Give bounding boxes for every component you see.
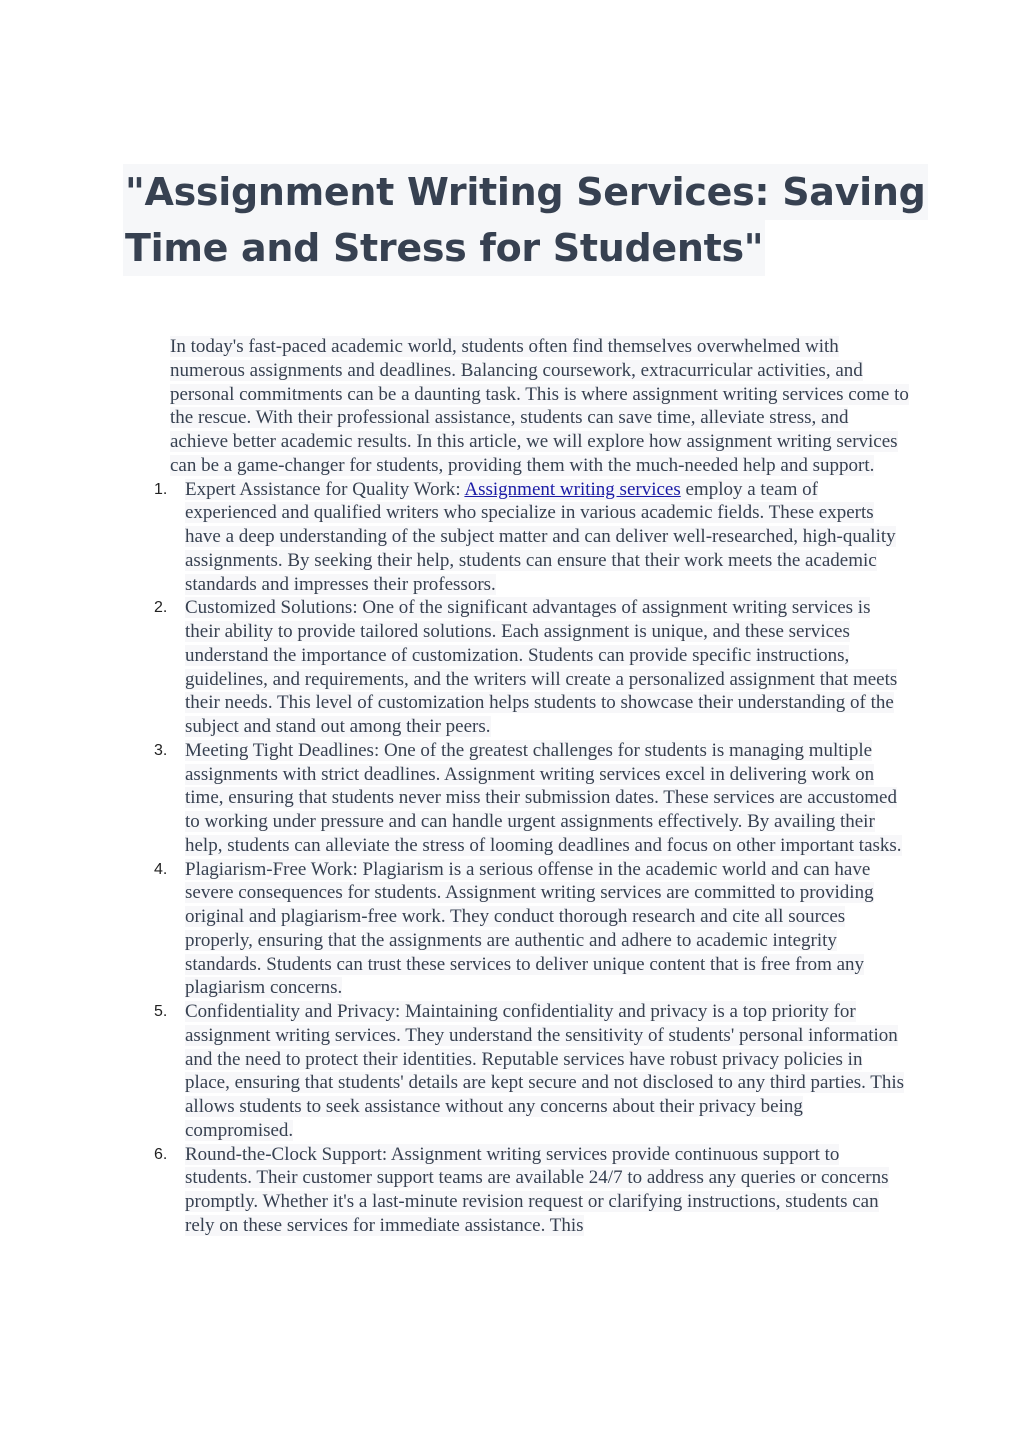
list-item-text-before-link: Expert Assistance for Quality Work: — [185, 478, 465, 500]
list-item-text-after-link: employ a team of experienced and qualified writers who specialize in various academic fields. These experts have a deep understanding of the subject matter and can deliver well-researched, high-quality assignments. By seeking their help, students can ensure that their work meets the academic standards and impresses their professors. — [185, 478, 896, 595]
list-item-text: Plagiarism-Free Work: Plagiarism is a serious offense in the academic world and can have severe consequences for students. Assignment writing services are committed to providing original and plagiarism-free work. They conduct thorough research and cite all sources properly, ensuring that the assignments are authentic and adhere to academic integrity standards. Students can trust these services to deliver unique content that is free from any plagiarism concerns. — [185, 858, 874, 999]
list-number: 4. — [154, 860, 168, 878]
intro-paragraph: In today's fast-paced academic world, students often find themselves overwhelmed with numerous assignments and deadlines. Balancing coursework, extracurricular activities, and personal commitments can be a daunting task. This is where assignment writing services come to the rescue. With their professional assistance, students can save time, alleviate stress, and achieve better academic results. In this article, we will explore how assignment writing services can be a game-changer for students, providing them with the much-needed help and support. — [170, 336, 909, 476]
list-item-text: Customized Solutions: One of the significant advantages of assignment writing services is their ability to provide tailored solutions. Each assignment is unique, and these services understand the importance of customization. Students can provide specific instructions, guidelines, and requirements, and the writers will create a personalized assignment that meets their needs. This level of customization helps students to showcase their understanding of the subject and stand out among their peers. — [185, 597, 898, 737]
article-body — [154, 335, 910, 1238]
benefits-list — [154, 478, 905, 1238]
document-title — [123, 164, 926, 276]
list-item — [154, 596, 905, 739]
list-number: 2. — [154, 599, 168, 617]
list-number: 3. — [154, 741, 168, 759]
list-item — [154, 478, 905, 597]
list-item-text: Meeting Tight Deadlines: One of the greatest challenges for students is managing multiple assignments with strict deadlines. Assignment writing services excel in delivering work on time, ensuring that students never miss their submission dates. These services are accustomed to working under pressure and can handle urgent assignments effectively. By availing their help, students can alleviate the stress of looming deadlines and focus on other important tasks. — [185, 739, 902, 856]
list-item-text: Round-the-Clock Support: Assignment writing services provide continuous support to students. Their customer support teams are available 24/7 to address any queries or concerns promptly. Whether it's a last-minute revision request or clarifying instructions, students can rely on these services for immediate assistance. This — [185, 1143, 889, 1236]
list-number: 6. — [154, 1145, 168, 1163]
list-item — [154, 1143, 905, 1238]
list-item — [154, 1000, 905, 1143]
list-item — [154, 739, 905, 858]
list-item — [154, 858, 905, 1001]
title-line-1: "Assignment Writing Services: Saving — [123, 164, 928, 220]
list-number: 5. — [154, 1003, 168, 1020]
title-line-2: Time and Stress for Students" — [123, 220, 765, 276]
list-item-text: Confidentiality and Privacy: Maintaining confidentiality and privacy is a top priority for assignment writing services. They understand the sensitivity of students' personal information and the need to protect their identities. Reputable services have robust privacy policies in place, ensuring that students' details are kept secure and not disclosed to any third parties. This allows students to seek assistance without any concerns about their privacy being compromised. — [185, 1001, 905, 1141]
list-number: 1. — [154, 480, 168, 498]
assignment-writing-services-link[interactable]: Assignment writing services — [464, 478, 681, 500]
